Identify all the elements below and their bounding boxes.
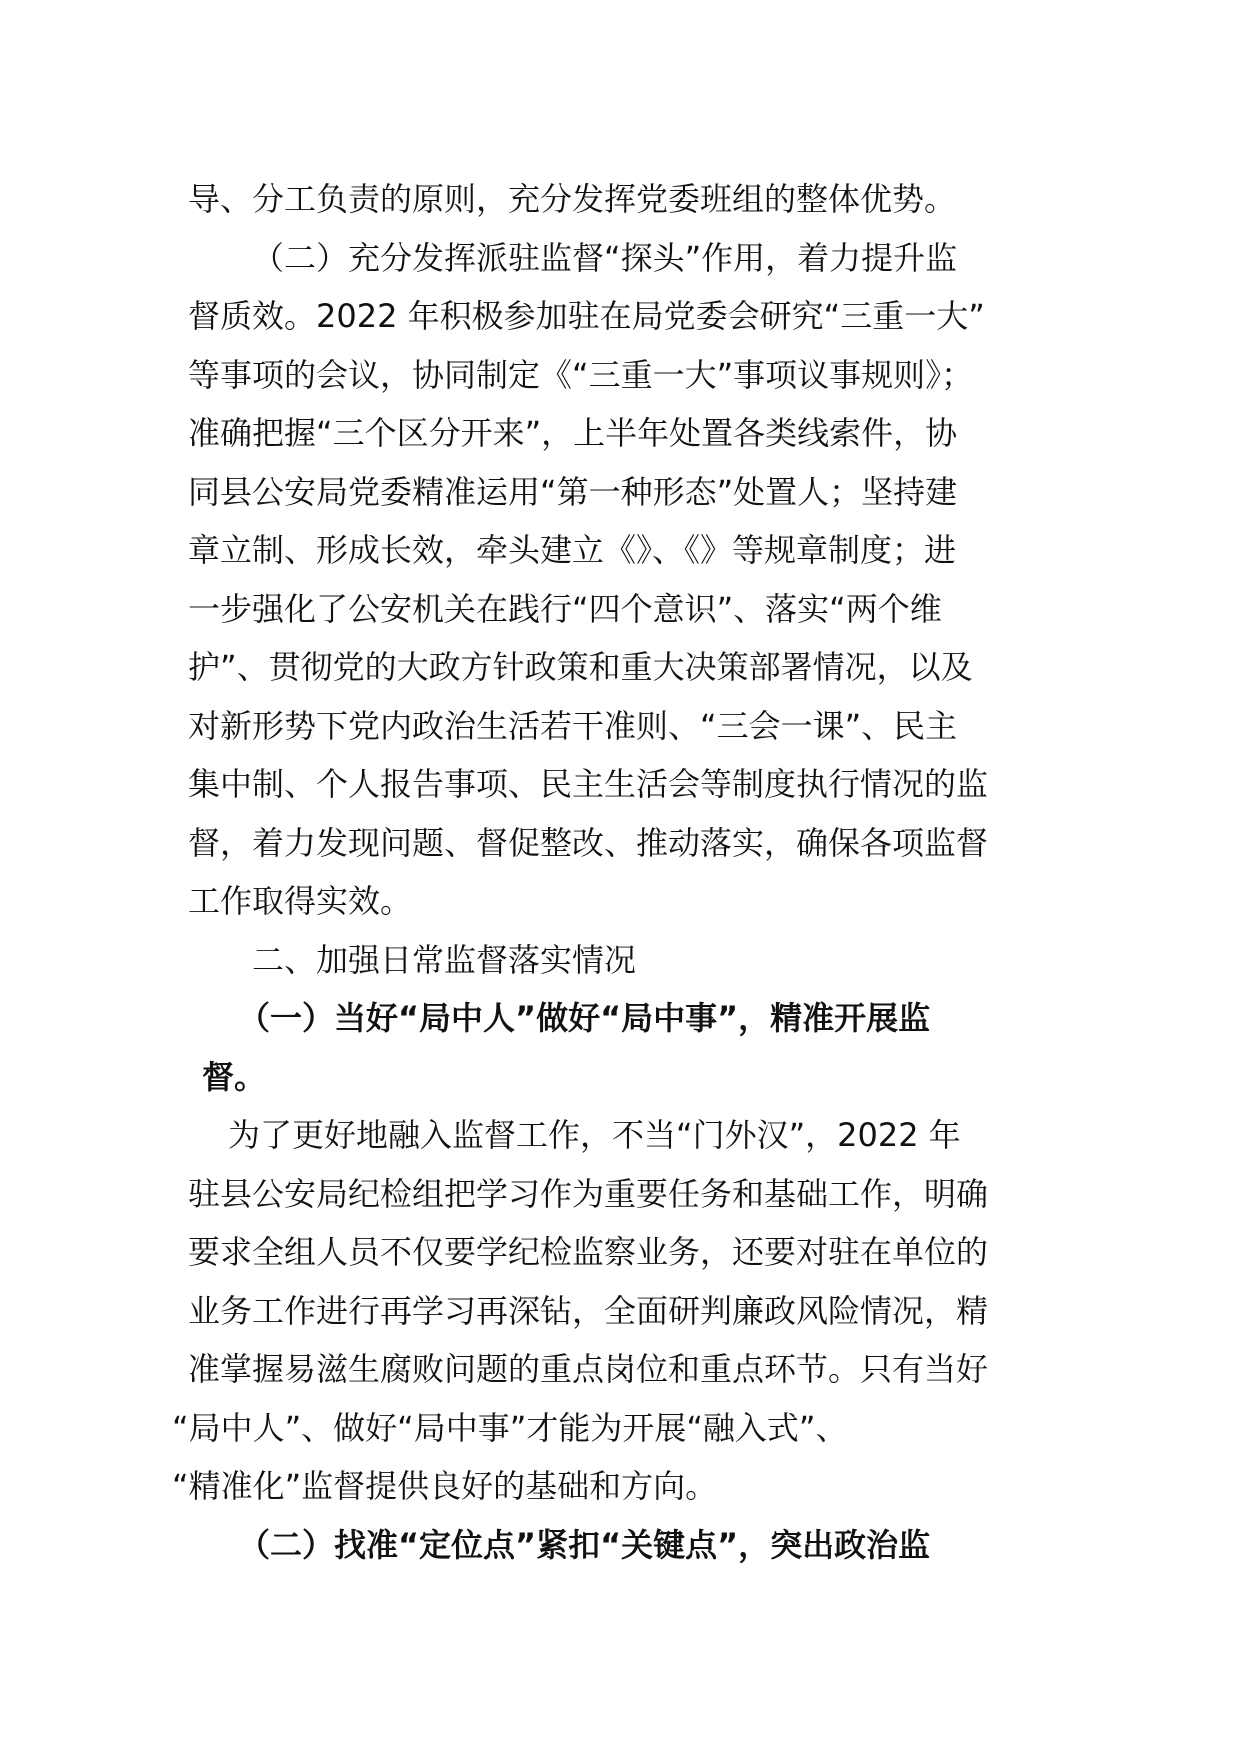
text-line: 章立制、形成长效，牵头建立《》、《》等规章制度；进 [188, 531, 957, 569]
text-line: 护”、贯彻党的大政方针政策和重大决策部署情况，以及 [188, 648, 973, 686]
text-line: 为了更好地融入监督工作，不当“门外汉”，2022 年 [228, 1116, 961, 1154]
text-line: 准确把握“三个区分开来”，上半年处置各类线索件，协 [188, 414, 958, 452]
document-body [172, 170, 1058, 1574]
paragraph-supervision-probe [188, 229, 1058, 931]
subheading-bold-1 [188, 989, 1058, 1106]
text-line: 督，着力发现问题、督促整改、推动落实，确保各项监督 [188, 823, 989, 862]
text-line: 二、加强日常监督落实情况 [252, 940, 637, 979]
text-line: 业务工作进行再学习再深钻，全面研判廉政风险情况，精 [188, 1291, 989, 1330]
text-line: 一步强化了公安机关在践行“四个意识”、落实“两个维 [188, 589, 942, 628]
text-line: “局中人”、做好“局中事”才能为开展“融入式”、 [172, 1408, 848, 1447]
paragraph-continuation [188, 170, 1058, 229]
text-line: （二）找准“定位点”紧扣“关键点”，突出政治监 [238, 1525, 931, 1564]
text-line: 集中制、个人报告事项、民主生活会等制度执行情况的监 [188, 765, 989, 803]
text-line: （一）当好“局中人”做好“局中事”，精准开展监 [238, 999, 931, 1037]
text-line: 督。 [202, 1057, 267, 1096]
text-line: 对新形势下党内政治生活若干准则、“三会一课”、民主 [188, 706, 958, 745]
text-line: 工作取得实效。 [188, 882, 413, 920]
text-line: 驻县公安局纪检组把学习作为重要任务和基础工作，明确 [188, 1174, 989, 1213]
text-line: 督质效。2022 年积极参加驻在局党委会研究“三重一大” [188, 297, 985, 335]
section-heading-2 [188, 931, 1058, 990]
text-line: 要求全组人员不仅要学纪检监察业务，还要对驻在单位的 [188, 1233, 989, 1271]
text-line: “精准化”监督提供良好的基础和方向。 [172, 1467, 718, 1505]
text-line: 同县公安局党委精准运用“第一种形态”处置人；坚持建 [188, 472, 958, 511]
subheading-bold-2 [188, 1516, 1058, 1575]
paragraph-insider [172, 1106, 1058, 1516]
text-line: 准掌握易滋生腐败问题的重点岗位和重点环节。只有当好 [188, 1350, 989, 1388]
text-line: 等事项的会议，协同制定《“三重一大”事项议事规则》； [188, 355, 974, 394]
text-line: （二）充分发挥派驻监督“探头”作用，着力提升监 [252, 238, 958, 277]
text-line: 导、分工负责的原则，充分发挥党委班组的整体优势。 [188, 180, 957, 218]
